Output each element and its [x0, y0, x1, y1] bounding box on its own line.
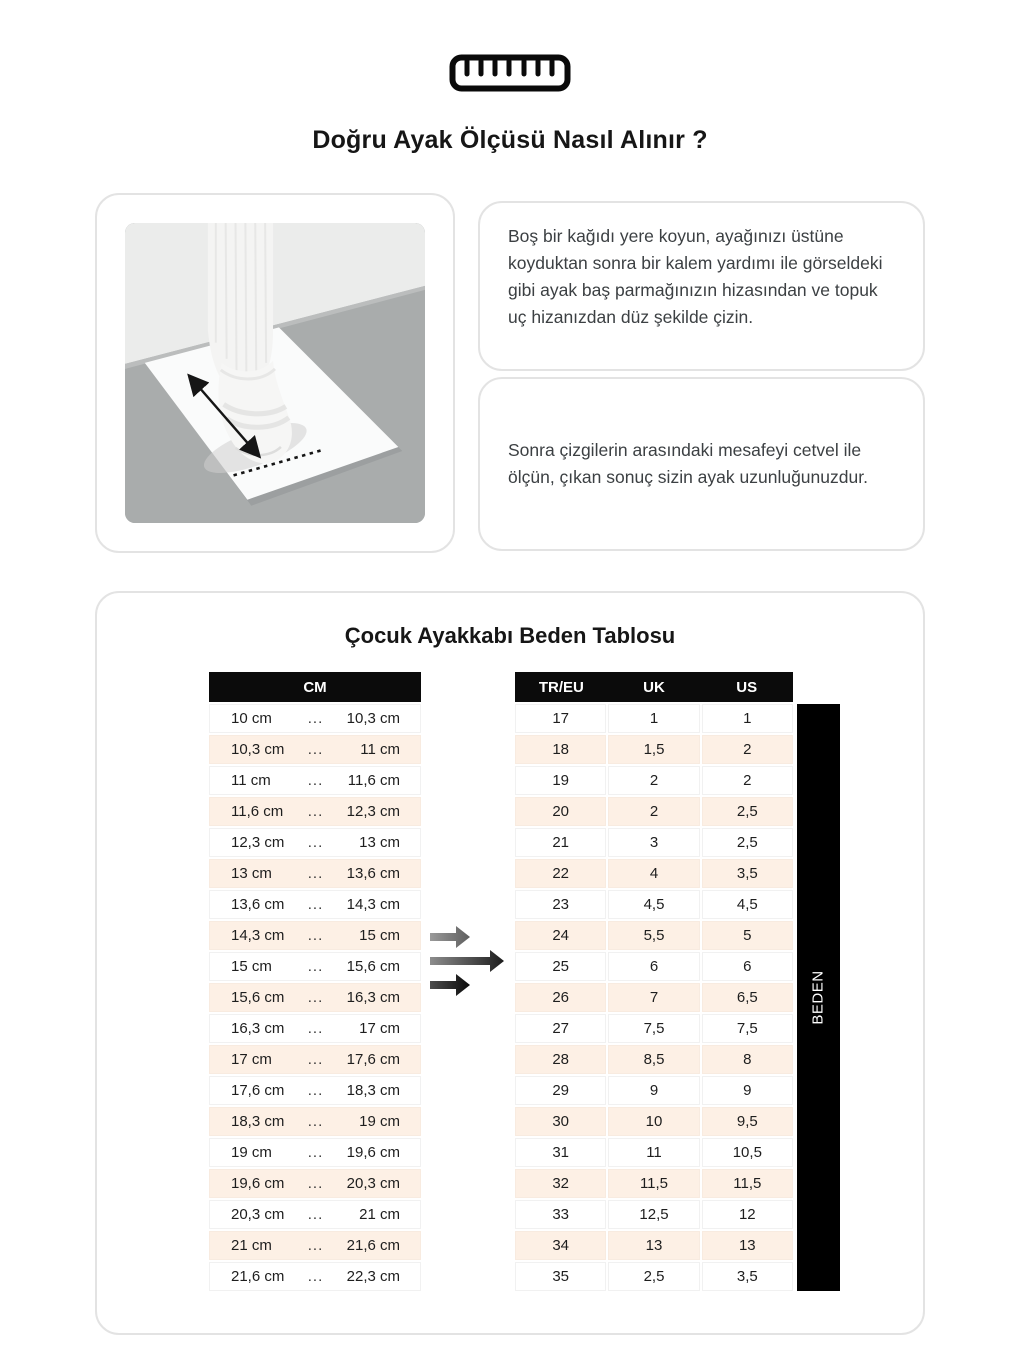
cm-cell: 18,3 cm [346, 1082, 400, 1099]
cm-table-row [209, 1138, 421, 1167]
cm-cell: ... [307, 927, 324, 944]
size-cell: 10,5 [702, 1138, 793, 1167]
size-table-header-cell: UK [643, 678, 665, 696]
cm-cell: 13 cm [231, 865, 272, 882]
size-table-row [515, 766, 793, 795]
cm-cell: ... [307, 1206, 324, 1223]
size-cell: 11 [608, 1138, 699, 1167]
cm-table-row [209, 859, 421, 888]
size-cell: 2,5 [608, 1262, 699, 1291]
cm-table-row [209, 1076, 421, 1105]
size-cell: 2 [702, 735, 793, 764]
cm-cell: ... [307, 1020, 324, 1037]
size-cell: 2,5 [702, 828, 793, 857]
size-cell: 30 [515, 1107, 606, 1136]
cm-table-row [209, 1200, 421, 1229]
size-table-body [515, 704, 793, 1291]
size-cell: 6 [608, 952, 699, 981]
foot-measurement-photo [125, 223, 425, 523]
cm-cell: ... [307, 896, 324, 913]
cm-cell: ... [307, 865, 324, 882]
cm-cell: 11 cm [360, 741, 400, 758]
cm-cell: 19,6 cm [346, 1144, 400, 1161]
size-cell: 13 [702, 1231, 793, 1260]
size-cell: 4 [608, 859, 699, 888]
cm-cell: 10,3 cm [231, 741, 285, 758]
size-cell: 12 [702, 1200, 793, 1229]
cm-cell: 13 cm [359, 834, 400, 851]
instruction-step-1-card [478, 201, 925, 371]
size-cell: 17 [515, 704, 606, 733]
page-title: Doğru Ayak Ölçüsü Nasıl Alınır ? [312, 126, 708, 154]
size-table-row [515, 1045, 793, 1074]
cm-cell: 17,6 cm [231, 1082, 285, 1099]
cm-cell: 21,6 cm [231, 1268, 285, 1285]
size-cell: 3 [608, 828, 699, 857]
cm-cell: ... [307, 741, 324, 758]
cm-cell: ... [307, 958, 324, 975]
size-cell: 18 [515, 735, 606, 764]
size-table-row [515, 1014, 793, 1043]
cm-cell: 21 cm [231, 1237, 272, 1254]
cm-cell: 19 cm [359, 1113, 400, 1130]
cm-table-row [209, 797, 421, 826]
instruction-step-1-text: Boş bir kağıdı yere koyun, ayağınızı üstüne koyduktan sonra bir kalem yardımı ile görseldeki gibi ayak baş parmağınızın hizasından ve topuk uç hizanızdan düz şekilde çizin. [508, 226, 883, 328]
size-cell: 22 [515, 859, 606, 888]
cm-cell: 20,3 cm [346, 1175, 400, 1192]
size-cell: 6 [702, 952, 793, 981]
size-cell: 12,5 [608, 1200, 699, 1229]
size-cell: 8 [702, 1045, 793, 1074]
size-cell: 11,5 [702, 1169, 793, 1198]
cm-cell: 19 cm [231, 1144, 272, 1161]
size-cell: 5 [702, 921, 793, 950]
size-cell: 2 [608, 766, 699, 795]
size-cell: 1 [608, 704, 699, 733]
size-cell: 9 [608, 1076, 699, 1105]
instruction-step-2-card [478, 377, 925, 551]
cm-table-header: CM [209, 672, 421, 702]
size-table-row [515, 1200, 793, 1229]
size-cell: 9,5 [702, 1107, 793, 1136]
cm-cell: 11,6 cm [347, 772, 400, 789]
beden-axis-bar [797, 704, 840, 1291]
size-cell: 9 [702, 1076, 793, 1105]
cm-table-row [209, 735, 421, 764]
cm-table-row [209, 952, 421, 981]
size-cell: 10 [608, 1107, 699, 1136]
cm-cell: 17,6 cm [346, 1051, 400, 1068]
cm-table-row [209, 704, 421, 733]
arrows-column [421, 925, 515, 997]
size-table-row [515, 1231, 793, 1260]
size-table-title: Çocuk Ayakkabı Beden Tablosu [344, 623, 676, 648]
size-cell: 7,5 [702, 1014, 793, 1043]
size-table-row [515, 983, 793, 1012]
cm-cell: 14,3 cm [346, 896, 400, 913]
size-table-header-cell: TR/EU [538, 678, 584, 696]
size-table-row [515, 735, 793, 764]
size-table-row [515, 1138, 793, 1167]
size-cell: 7,5 [608, 1014, 699, 1043]
size-cell: 1 [702, 704, 793, 733]
cm-cell: ... [307, 1051, 324, 1068]
cm-table-row [209, 1045, 421, 1074]
foot-photo-card [95, 193, 455, 553]
measure-instructions-section [95, 193, 925, 553]
size-cell: 2 [608, 797, 699, 826]
cm-cell: 20,3 cm [231, 1206, 285, 1223]
cm-table-row [209, 828, 421, 857]
size-table-row [515, 1169, 793, 1198]
cm-cell: ... [307, 1082, 324, 1099]
cm-cell: 17 cm [231, 1051, 272, 1068]
size-cell: 35 [515, 1262, 606, 1291]
cm-cell: 15,6 cm [231, 989, 285, 1006]
cm-cell: 19,6 cm [231, 1175, 285, 1192]
size-cell: 3,5 [702, 859, 793, 888]
transfer-arrows-icon [428, 925, 508, 997]
cm-cell: 11,6 cm [231, 803, 284, 820]
cm-table-row [209, 1014, 421, 1043]
size-cell: 24 [515, 921, 606, 950]
cm-cell: 14,3 cm [231, 927, 285, 944]
size-cell: 28 [515, 1045, 606, 1074]
cm-table-row [209, 1169, 421, 1198]
cm-cell: 16,3 cm [346, 989, 400, 1006]
cm-table-row [209, 1262, 421, 1291]
size-cell: 2,5 [702, 797, 793, 826]
instruction-step-2-text: Sonra çizgilerin arasındaki mesafeyi cetvel ile ölçün, çıkan sonuç sizin ayak uzunluğunuzdur. [508, 439, 868, 487]
size-table-header-cell: US [736, 678, 758, 696]
size-cell: 32 [515, 1169, 606, 1198]
size-cell: 2 [702, 766, 793, 795]
cm-cell: 13,6 cm [231, 896, 285, 913]
cm-cell: ... [307, 1268, 324, 1285]
size-cell: 8,5 [608, 1045, 699, 1074]
size-table-row [515, 797, 793, 826]
cm-cell: ... [307, 834, 324, 851]
cm-range-table [209, 672, 421, 1293]
cm-cell: 18,3 cm [231, 1113, 285, 1130]
cm-cell: 22,3 cm [346, 1268, 400, 1285]
size-cell: 23 [515, 890, 606, 919]
ruler-icon-wrap [95, 0, 925, 92]
size-table-header [515, 672, 793, 702]
size-table-row [515, 952, 793, 981]
cm-cell: ... [307, 1237, 324, 1254]
size-table-row [515, 828, 793, 857]
size-cell: 19 [515, 766, 606, 795]
cm-table-row [209, 1107, 421, 1136]
cm-cell: ... [307, 772, 324, 789]
size-cell: 33 [515, 1200, 606, 1229]
cm-cell: ... [307, 803, 324, 820]
cm-cell: 11 cm [231, 772, 271, 789]
size-cell: 3,5 [702, 1262, 793, 1291]
cm-table-row [209, 890, 421, 919]
size-cell: 29 [515, 1076, 606, 1105]
cm-cell: 12,3 cm [231, 834, 285, 851]
size-table-card [95, 591, 925, 1335]
size-cell: 11,5 [608, 1169, 699, 1198]
cm-cell: 10 cm [231, 710, 272, 727]
size-cell: 13 [608, 1231, 699, 1260]
size-conversion-table [515, 672, 793, 1293]
size-table-row [515, 859, 793, 888]
size-table-row [515, 921, 793, 950]
cm-cell: 15 cm [359, 927, 400, 944]
cm-table-row [209, 766, 421, 795]
cm-cell: 15 cm [231, 958, 272, 975]
cm-cell: ... [307, 1144, 324, 1161]
size-cell: 27 [515, 1014, 606, 1043]
size-table-row [515, 890, 793, 919]
size-cell: 4,5 [702, 890, 793, 919]
cm-cell: ... [307, 989, 324, 1006]
size-table-row [515, 1262, 793, 1291]
cm-table-row [209, 1231, 421, 1260]
size-cell: 26 [515, 983, 606, 1012]
cm-cell: 10,3 cm [346, 710, 400, 727]
cm-cell: ... [307, 710, 324, 727]
size-cell: 4,5 [608, 890, 699, 919]
cm-cell: 17 cm [359, 1020, 400, 1037]
cm-cell: 21,6 cm [346, 1237, 400, 1254]
size-cell: 31 [515, 1138, 606, 1167]
size-cell: 34 [515, 1231, 606, 1260]
size-cell: 6,5 [702, 983, 793, 1012]
cm-cell: 13,6 cm [346, 865, 400, 882]
size-cell: 25 [515, 952, 606, 981]
cm-cell: 16,3 cm [231, 1020, 285, 1037]
cm-cell: ... [307, 1175, 324, 1192]
size-cell: 1,5 [608, 735, 699, 764]
cm-table-row [209, 921, 421, 950]
cm-cell: 15,6 cm [346, 958, 400, 975]
size-cell: 20 [515, 797, 606, 826]
cm-cell: ... [307, 1113, 324, 1130]
instruction-text-column [478, 193, 925, 553]
ruler-icon [449, 54, 571, 92]
size-table-row [515, 704, 793, 733]
size-cell: 5,5 [608, 921, 699, 950]
cm-cell: 12,3 cm [346, 803, 400, 820]
size-table-row [515, 1076, 793, 1105]
cm-table-row [209, 983, 421, 1012]
size-tables-row [97, 672, 923, 1293]
beden-axis-label: BEDEN [810, 970, 827, 1025]
cm-cell: 21 cm [359, 1206, 400, 1223]
size-table-row [515, 1107, 793, 1136]
size-cell: 21 [515, 828, 606, 857]
cm-table-body [209, 704, 421, 1291]
size-cell: 7 [608, 983, 699, 1012]
